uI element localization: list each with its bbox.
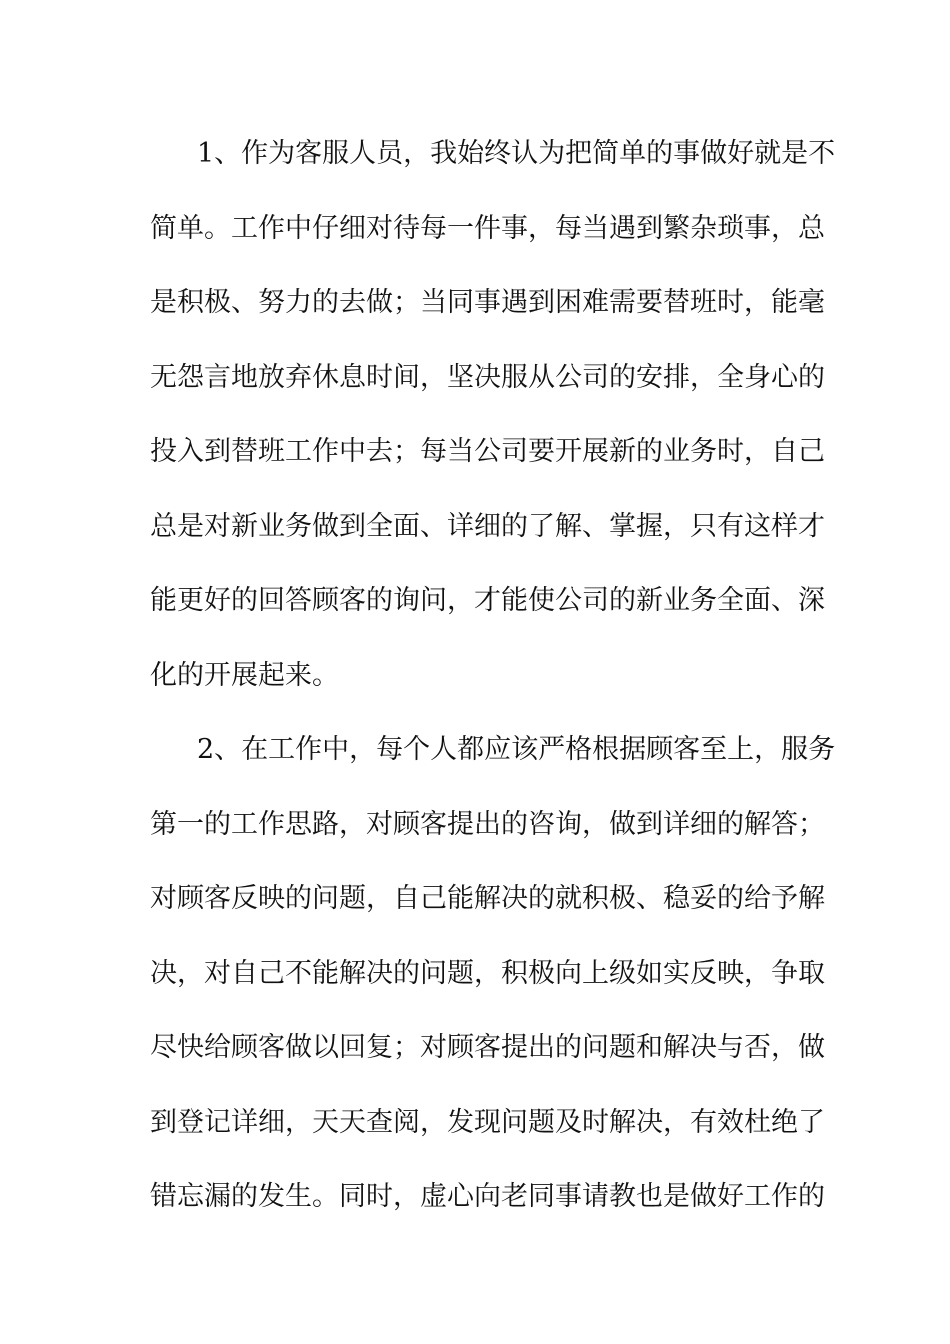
paragraph-1-line-3: 是积极、努力的去做；当同事遇到困难需要替班时，能毫 bbox=[150, 287, 825, 318]
paragraph-1-line-8: 化的开展起来。 bbox=[150, 660, 339, 691]
paragraph-1-line-6: 总是对新业务做到全面、详细的了解、掌握，只有这样才 bbox=[150, 511, 825, 542]
paragraph-1-line-7: 能更好的回答顾客的询问，才能使公司的新业务全面、深 bbox=[150, 585, 825, 616]
paragraph-2-line-3: 对顾客反映的问题，自己能解决的就积极、稳妥的给予解 bbox=[150, 883, 825, 914]
paragraph-2-line-5: 尽快给顾客做以回复；对顾客提出的问题和解决与否，做 bbox=[150, 1032, 825, 1063]
paragraph-1-line-2: 简单。工作中仔细对待每一件事，每当遇到繁杂琐事，总 bbox=[150, 213, 825, 244]
paragraph-2-line-4: 决，对自己不能解决的问题，积极向上级如实反映，争取 bbox=[150, 958, 825, 989]
paragraph-1-line-5: 投入到替班工作中去；每当公司要开展新的业务时，自己 bbox=[150, 436, 825, 467]
paragraph-2-line-7: 错忘漏的发生。同时，虚心向老同事请教也是做好工作的 bbox=[150, 1181, 825, 1212]
paragraph-1-line-1: 1、作为客服人员，我始终认为把简单的事做好就是不 bbox=[197, 138, 836, 169]
paragraph-2-line-6: 到登记详细，天天查阅，发现问题及时解决，有效杜绝了 bbox=[150, 1107, 825, 1138]
paragraph-2-line-2: 第一的工作思路，对顾客提出的咨询，做到详细的解答； bbox=[150, 809, 825, 840]
paragraph-1-line-4: 无怨言地放弃休息时间，坚决服从公司的安排，全身心的 bbox=[150, 362, 825, 393]
paragraph-2-line-1: 2、在工作中，每个人都应该严格根据顾客至上，服务 bbox=[197, 734, 836, 765]
